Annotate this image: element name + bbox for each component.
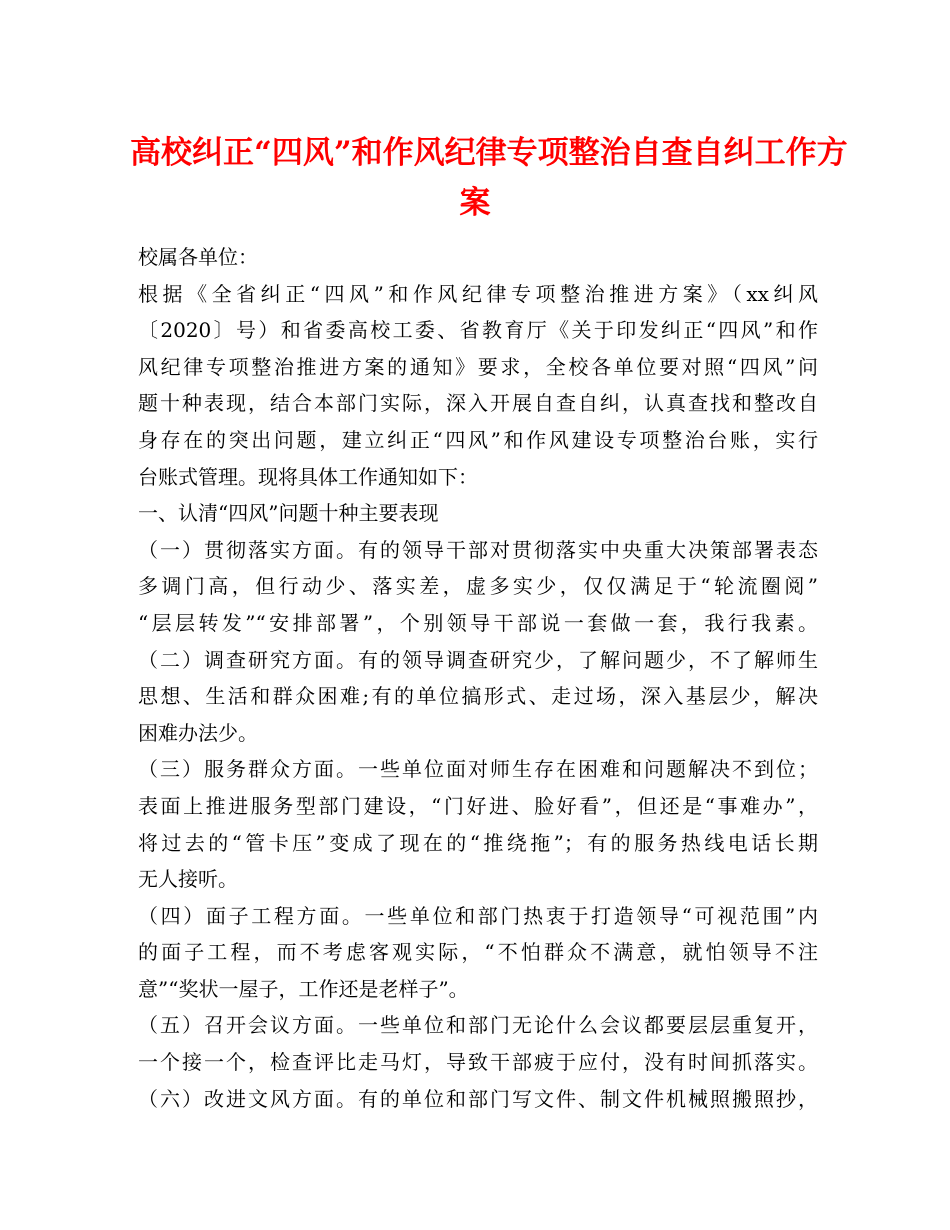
document-body-line: （一）贯彻落实方面。有的领导干部对贯彻落实中央重大决策部署表态: [138, 537, 818, 562]
document-body-line: 多调门高，但行动少、落实差，虚多实少，仅仅满足于“轮流圈阅”: [138, 574, 818, 599]
document-body-line: 一个接一个，检查评比走马灯，导致干部疲于应付，没有时间抓落实。: [138, 1050, 818, 1075]
document-body-line: （五）召开会议方面。一些单位和部门无论什么会议都要层层重复开，: [138, 1013, 818, 1038]
document-body-line: 校属各单位：: [138, 245, 258, 269]
document-body-line: 一、认清“四风”问题十种主要表现: [138, 501, 439, 526]
document-body: [138, 239, 818, 1117]
document-body-line: 无人接听。: [138, 867, 238, 892]
document-body-line: 风纪律专项整治推进方案的通知》要求，全校各单位要对照“四风”问: [138, 354, 818, 379]
document-body-line: （四）面子工程方面。一些单位和部门热衷于打造领导“可视范围”内: [138, 903, 818, 928]
document-body-line: （六）改进文风方面。有的单位和部门写文件、制文件机械照搬照抄，: [138, 1086, 818, 1111]
document-body-line: 思想、生活和群众困难;有的单位搞形式、走过场，深入基层少，解决: [138, 684, 818, 709]
document-body-line: 将过去的“管卡压”变成了现在的“推绕拖”；有的服务热线电话长期: [138, 830, 818, 855]
document-body-line: 的面子工程，而不考虑客观实际，“不怕群众不满意，就怕领导不注: [138, 940, 818, 965]
document-body-line: “层层转发”“安排部署”，个别领导干部说一套做一套，我行我素。: [138, 610, 818, 635]
document-body-line: 困难办法少。: [138, 720, 258, 745]
document-body-line: 根据《全省纠正“四风”和作风纪律专项整治推进方案》（xx纠风: [138, 281, 818, 306]
document-title-line-2: 案: [459, 185, 491, 221]
document-body-line: 意”“奖状一屋子，工作还是老样子”。: [138, 976, 469, 1001]
document-body-line: 〔2020〕号）和省委高校工委、省教育厅《关于印发纠正“四风”和作: [138, 318, 818, 343]
document-body-line: 表面上推进服务型部门建设，“门好进、脸好看”，但还是“事难办”，: [138, 793, 818, 818]
document-body-line: 身存在的突出问题，建立纠正“四风”和作风建设专项整治台账，实行: [138, 427, 818, 452]
document-title: [130, 128, 848, 228]
document-title-line-1: 高校纠正“四风”和作风纪律专项整治自查自纠工作方: [130, 135, 848, 171]
document-body-line: 台账式管理。现将具体工作通知如下：: [138, 464, 478, 489]
document-body-line: 题十种表现，结合本部门实际，深入开展自查自纠，认真查找和整改自: [138, 391, 818, 416]
document-body-line: （三）服务群众方面。一些单位面对师生存在困难和问题解决不到位；: [138, 757, 818, 782]
document-body-line: （二）调查研究方面。有的领导调查研究少，了解问题少，不了解师生: [138, 647, 818, 672]
